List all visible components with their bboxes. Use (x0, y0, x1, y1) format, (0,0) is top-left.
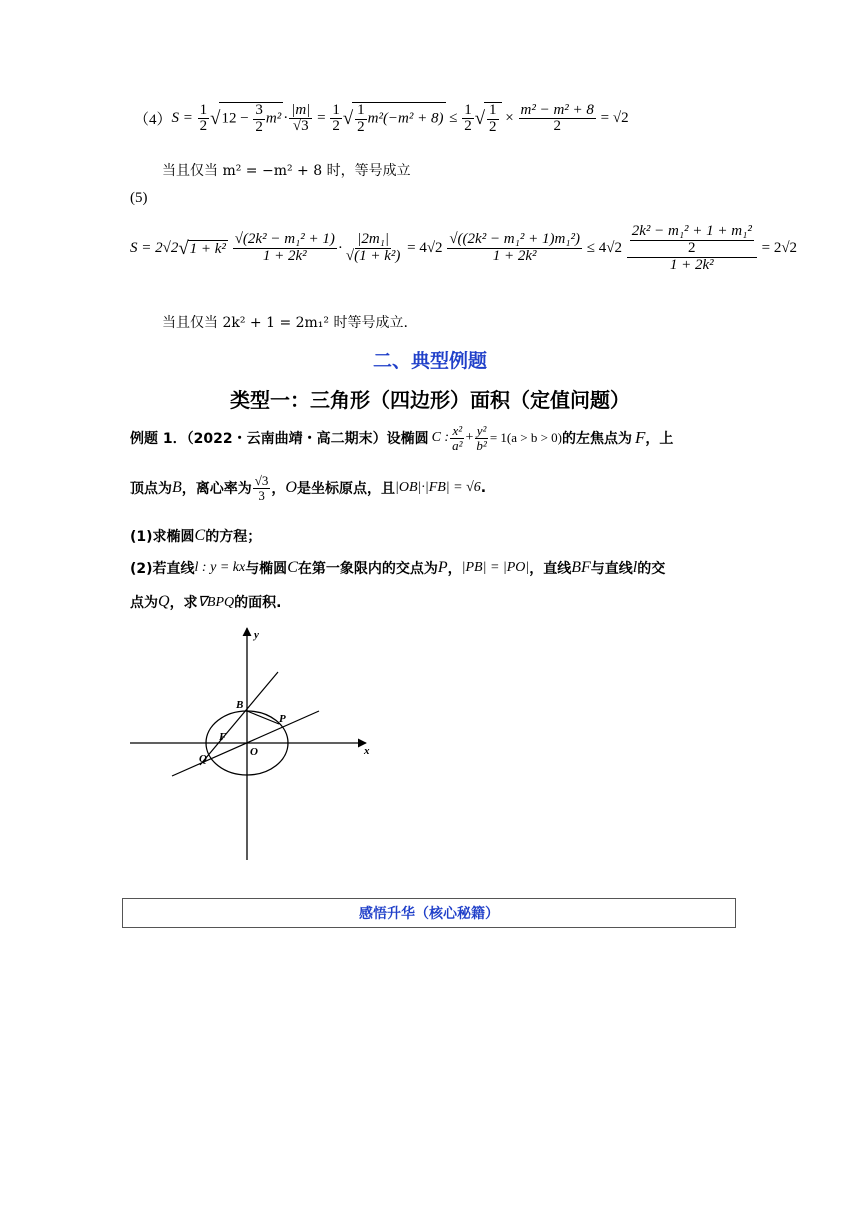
core-tips-box (122, 898, 736, 928)
question-2-cont: 点为 Q ，求 ∇BPQ 的面积. (130, 593, 282, 611)
example-line-1: 例题 1．（2022・云南曲靖・高二期末）设椭圆 C : $\frac{\text{x²}}{\text{a²}}$ + $\frac{\text{y²}}{\text{b²}}$ = 1(a > b > 0) 的左焦点为 F ，上 (130, 423, 674, 453)
note-5: 当且仅当 2k² + 1 = 2m₁² 时等号成立. (162, 315, 408, 331)
question-2: (2)若直线 l : y = kx 与椭圆 C 在第一象限内的交点为 P ， |PB| = |PO| ，直线 BF 与直线 l 的交 (130, 559, 666, 577)
question-1: (1)求椭圆 C 的方程； (130, 527, 262, 545)
point-f-label: F (219, 731, 227, 743)
core-tips-title: 感悟升华（核心秘籍） (359, 906, 499, 922)
equation-4: （4） S = $\frac{1}{2}$ √ 12 − $\frac{3}{2}$ m² · $\frac{|m|}{√3}$ = $\frac{1}{2}$ √ $\frac{1}{2}$ m²(−m² + 8) ≤ $\frac{1}{2}$ √ $\frac{1}{2}$ × $\frac{\text{m² − m² + 8}}{2}$ = √2 (134, 101, 629, 135)
label-5: (5) (130, 190, 148, 206)
x-label: x (364, 745, 370, 757)
ellipse-figure (120, 620, 380, 865)
y-label: y (254, 629, 259, 641)
equation-5: S = 2√2 √ 1 + k² $\frac{\text{√(2k² − m₁² + 1)}}{\text{1 + 2k²}}$ · $\frac{\text{|2m₁|}}{\text{√(1 + k²)}}$ = 4√2 $\frac{\text{√((2k² − m₁² + 1)m₁²)}}{\text{1 + 2k²}}$ ≤ 4√2 $\frac{\frac{\text{2k² − m₁² + 1 + m₁²}}{2}}{\text{1 + 2k²}}$ = 2√2 (130, 223, 798, 273)
point-q-label: Q (199, 753, 207, 765)
eq4-label: （4） (134, 112, 172, 129)
point-p-label: P (279, 713, 286, 725)
example-line-2: 顶点为 B ，离心率为 $\frac{√3}{3}$ ， O 是坐标原点，且 |OB|·|FB| = √6 . (130, 473, 487, 503)
point-b-label: B (236, 699, 244, 711)
section-title: 二、典型例题 (372, 350, 487, 372)
type-title: 类型一：三角形（四边形）面积（定值问题） (230, 388, 630, 412)
note-4: 当且仅当 m² = −m² + 8 时，等号成立 (162, 163, 411, 179)
point-o-label: O (250, 746, 258, 758)
